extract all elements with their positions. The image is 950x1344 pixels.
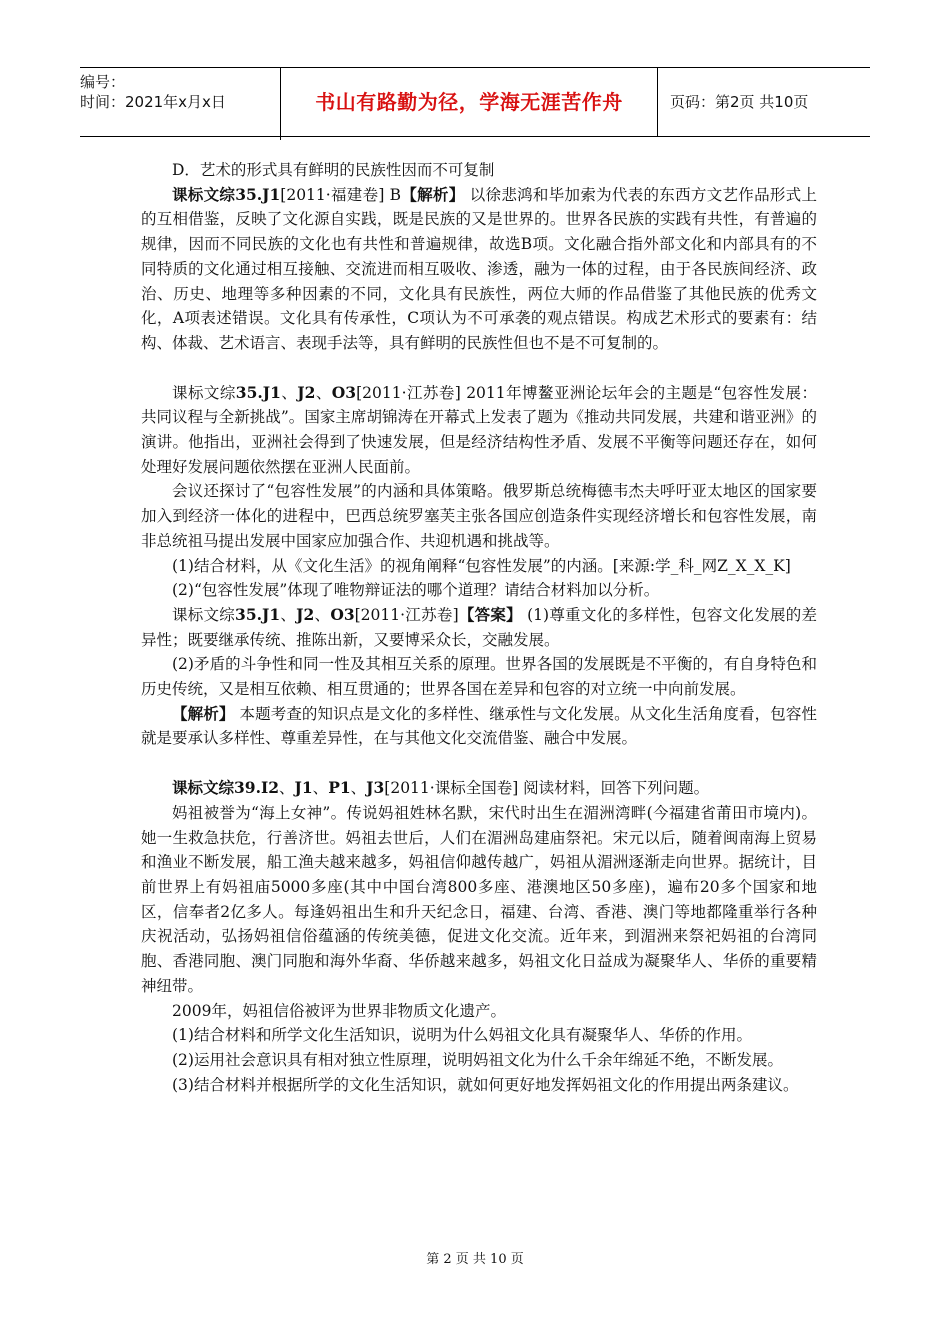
answer-label: 【答案】	[458, 604, 522, 624]
page-footer: 第 2 页 共 10 页	[426, 1252, 524, 1267]
material-paragraph: 会议还探讨了“包容性发展”的内涵和具体策略。俄罗斯总统梅德韦杰夫呼吁亚太地区的国家要加入到经济一体化的进程中，巴西总统罗塞芙主张各国应创造条件实现经济增长和包容性发展，南非总统祖马提出发展中国家应加强合作、共迎机遇和挑战等。	[141, 482, 817, 550]
header-meta	[80, 68, 281, 140]
sub-question-1: (1)结合材料，从《文化生活》的视角阐释“包容性发展”的内涵。[来源:学_科_网Z_X_X_K]	[172, 556, 791, 575]
answer-35-jiangsu: 课标文综35.J1、J2、O3[2011·江苏卷]【答案】 (1)尊重文化的多样性，包容文化发展的差异性；既要继承传统、推陈出新，又要博采众长，交融发展。	[141, 604, 817, 649]
analysis-label: 【解析】	[401, 184, 465, 204]
header-motto: 书山有路勤为径，学海无涯苦作舟	[281, 68, 658, 136]
answer-35-fujian: 课标文综35.J1[2011·福建卷] B【解析】 以徐悲鸿和毕加索为代表的东西方文艺作品形式上的互相借鉴，反映了文化源自实践，既是民族的又是世界的。世界各民族的实践有共性，有普遍的规律，因而不同民族的文化也有共性和普遍规律，故选B项。文化融合指外部文化和内部具有的不同特质的文化通过相互接触、交流进而相互吸收、渗透，融为一体的过程，由于各民族间经济、政治、历史、地理等多种因素的不同，文化具有民族性，两位大师的作品借鉴了其他民族的优秀文化，A项表述错误。文化具有传承性，C项认为不可承袭的观点错误。构成艺术形式的要素有：结构、体裁、艺术语言、表现手法等，具有鲜明的民族性但也不是不可复制的。	[141, 184, 817, 352]
question-tag: 课标文综	[172, 184, 236, 204]
mazu-question-1: (1)结合材料和所学文化生活知识，说明为什么妈祖文化具有凝聚华人、华侨的作用。	[172, 1026, 752, 1045]
option-d: D．艺术的形式具有鲜明的民族性因而不可复制	[172, 161, 495, 179]
mazu-question-2: (2)运用社会意识具有相对独立性原理，说明妈祖文化为什么千余年绵延不绝，不断发展。	[172, 1050, 783, 1069]
mazu-material: 妈祖被誉为“海上女神”。传说妈祖姓林名默，宋代时出生在湄洲湾畔(今福建省莆田市境内)。她一生救急扶危，行善济世。妈祖去世后，人们在湄洲岛建庙祭祀。宋元以后，随着闽南海上贸易和渔业不断发展，船工渔夫越来越多，妈祖信仰越传越广，妈祖从湄洲逐渐走向世界。据统计，目前世界上有妈祖庙5000多座(其中中国台湾800多座、港澳地区50多座)，遍布20多个国家和地区，信奉者2亿多人。每逢妈祖出生和升天纪念日，福建、台湾、香港、澳门等地都隆重举行各种庆祝活动，弘扬妈祖信俗蕴涵的传统美德，促进文化交流。近年来，到湄洲来祭祀妈祖的台湾同胞、香港同胞、澳门同胞和海外华裔、华侨越来越多，妈祖文化日益成为凝聚华人、华侨的重要精神纽带。	[141, 803, 817, 995]
header-page-code: 页码：第2页 共10页	[670, 93, 809, 111]
date-label: 时间：2021年x月x日	[80, 93, 226, 111]
answer-part-2: (2)矛盾的斗争性和同一性及其相互关系的原理。世界各国的发展既是不平衡的，有自身特色和历史传统，又是相互依赖、相互贯通的；世界各国在差异和包容的对立统一中向前发展。	[141, 655, 817, 699]
analysis-label: 【解析】	[172, 703, 235, 723]
question-35-jiangsu: 课标文综35.J1、J2、O3[2011·江苏卷] 2011年博鳌亚洲论坛年会的主题是“包容性发展：共同议程与全新挑战”。国家主席胡锦涛在开幕式上发表了题为《推动共同发展，共建和谐亚洲》的演讲。他指出，亚洲社会得到了快速发展，但是经济结构性矛盾、发展不平衡等问题还存在，如何处理好发展问题依然摆在亚洲人民面前。	[141, 382, 817, 476]
page-header	[80, 67, 870, 137]
mazu-heritage-note: 2009年，妈祖信俗被评为世界非物质文化遗产。	[172, 1001, 506, 1020]
document-body	[141, 158, 817, 1097]
question-39: 课标文综39.I2、J1、P1、J3[2011·课标全国卷] 阅读材料，回答下列问题。	[172, 778, 710, 798]
serial-label: 编号：	[80, 73, 126, 91]
question-code: 35.J1	[235, 184, 281, 204]
analysis-paragraph: 【解析】 本题考查的知识点是文化的多样性、继承性与文化发展。从文化生活角度看，包容性就是要承认多样性、尊重差异性，在与其他文化交流借鉴、融合中发展。	[141, 703, 817, 748]
mazu-question-3: (3)结合材料并根据所学的文化生活知识，就如何更好地发挥妈祖文化的作用提出两条建议。	[172, 1075, 799, 1094]
sub-question-2: (2)“包容性发展”体现了唯物辩证法的哪个道理？请结合材料加以分析。	[172, 581, 660, 600]
